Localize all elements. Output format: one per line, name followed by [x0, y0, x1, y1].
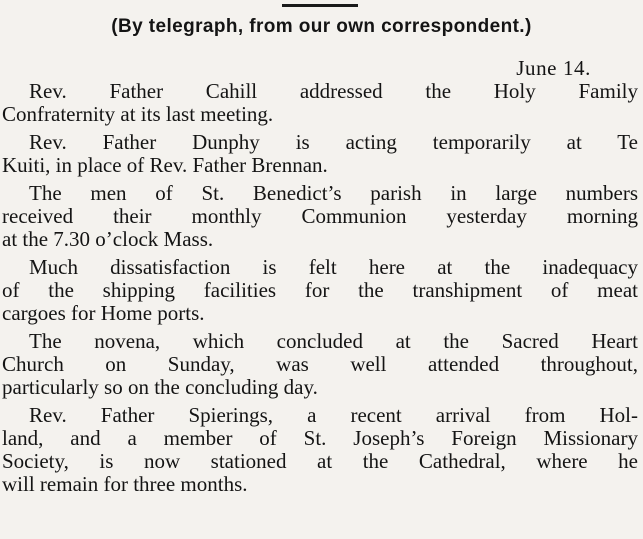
- text-line: Society, is now stationed at the Cathedral, where he: [2, 450, 638, 473]
- article-body: [2, 80, 638, 501]
- paragraph: [2, 131, 638, 177]
- text-line: Rev. Father Dunphy is acting temporarily at Te: [29, 131, 638, 154]
- section-divider: [282, 4, 358, 7]
- text-line: at the 7.30 o’clock Mass.: [2, 228, 214, 251]
- byline: (By telegraph, from our own correspondent.): [111, 16, 532, 37]
- paragraph: [2, 80, 638, 126]
- text-line: Rev. Father Spierings, a recent arrival from Hol-: [29, 404, 638, 427]
- text-line: The novena, which concluded at the Sacred Heart: [29, 330, 638, 353]
- text-line: Rev. Father Cahill addressed the Holy Family: [29, 80, 638, 103]
- text-line: Confraternity at its last meeting.: [2, 103, 274, 126]
- paragraph: [2, 256, 638, 325]
- dateline: June 14.: [516, 56, 591, 80]
- text-line: Kuiti, in place of Rev. Father Brennan.: [2, 154, 328, 177]
- text-line: The men of St. Benedict’s parish in large numbers: [29, 182, 638, 205]
- text-line: received their monthly Communion yesterday morning: [2, 205, 638, 228]
- text-line: of the shipping facilities for the transhipment of meat: [2, 279, 638, 302]
- text-line: Church on Sunday, was well attended throughout,: [2, 353, 638, 376]
- paragraph: [2, 182, 638, 251]
- paragraph: [2, 404, 638, 496]
- text-line: Much dissatisfaction is felt here at the inadequacy: [29, 256, 638, 279]
- text-line: particularly so on the concluding day.: [2, 376, 318, 399]
- text-line: land, and a member of St. Joseph’s Foreign Missionary: [2, 427, 638, 450]
- text-line: will remain for three months.: [2, 473, 248, 496]
- paragraph: [2, 330, 638, 399]
- text-line: cargoes for Home ports.: [2, 302, 205, 325]
